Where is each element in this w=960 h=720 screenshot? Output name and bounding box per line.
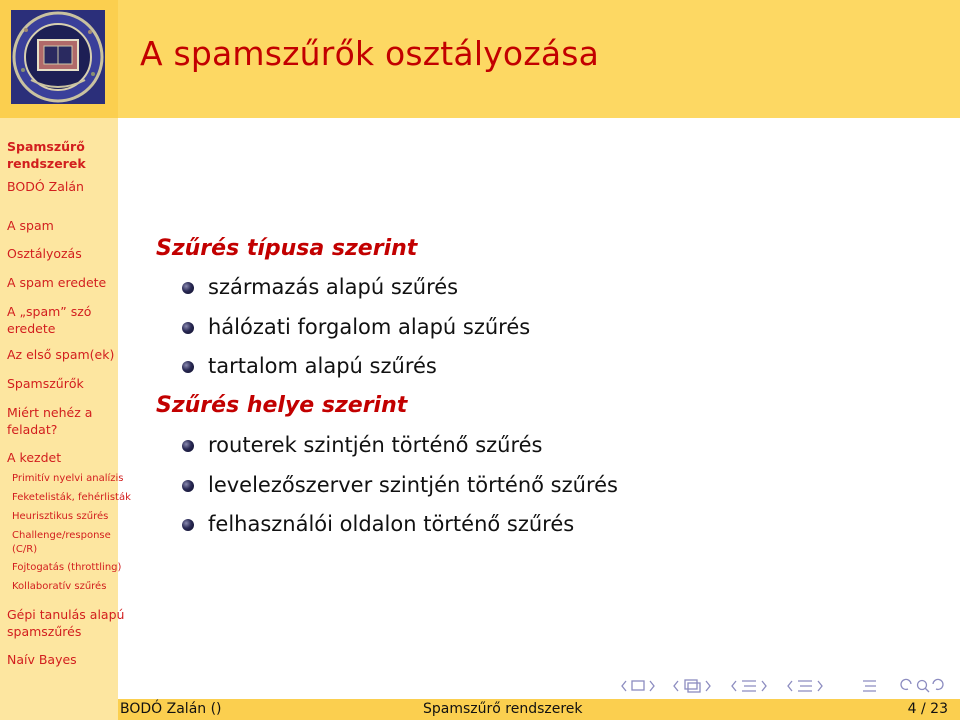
align-icon[interactable] [863,681,876,691]
sidebar-item-line: (C/R) [12,544,38,555]
sidebar-item-line: Miért nehéz a [7,405,93,420]
section-nav-icon[interactable] [732,681,766,691]
nav-symbols [620,676,950,696]
section-heading: Szűrés helye szerint [156,393,408,418]
sidebar-item-line: Challenge/response [12,530,111,541]
sidebar-item-spam-eredete[interactable]: A spam eredete [7,275,107,290]
bullet-icon [182,480,194,492]
sidebar-item-line: Gépi tanulás alapú [7,607,125,622]
sidebar-subitem-kollaborativ[interactable]: Kollaboratív szűrés [12,581,107,592]
list-item: hálózati forgalom alapú szűrés [208,315,531,339]
sidebar-item-line: spamszűrés [7,624,82,639]
section-heading: Szűrés típusa szerint [156,236,418,261]
list-item: tartalom alapú szűrés [208,354,437,378]
sidebar-subitem-heurisztikus[interactable]: Heurisztikus szűrés [12,511,109,522]
navigation-bar [620,676,950,696]
slide-content [118,118,960,678]
sidebar-item-elso-spam[interactable]: Az első spam(ek) [7,347,115,362]
sidebar-item-line: eredete [7,321,56,336]
sidebar-subitem-challenge[interactable] [12,529,111,557]
frame-nav-icon[interactable] [622,681,654,691]
sidebar-item-osztalyozas[interactable]: Osztályozás [7,246,82,261]
sidebar-item-miert-nehez[interactable] [7,404,92,438]
page-title: A spamszűrők osztályozása [140,34,600,73]
sidebar-subitem-feketelistak[interactable]: Feketelisták, fehérlisták [12,492,131,503]
list-item: felhasználói oldalon történő szűrés [208,512,575,536]
sidebar-subitem-fojtogatas[interactable]: Fojtogatás (throttling) [12,562,122,573]
title-bar [118,0,960,118]
subsection-nav-icon[interactable] [674,680,710,692]
sidebar-doc-title-line: Spamszűrő [7,139,85,154]
sidebar [0,118,131,720]
bullet-icon [182,519,194,531]
bullet-icon [182,440,194,452]
sidebar-item-spam[interactable]: A spam [7,218,54,233]
sidebar-item-line: A „spam” szó [7,304,92,319]
footer-author[interactable]: BODÓ Zalán () [120,701,222,717]
bullet-icon [182,282,194,294]
section-nav-icon[interactable] [788,681,822,691]
page-number: 4 / 23 [907,701,948,717]
sidebar-item-gepi-tanulas[interactable] [7,606,124,640]
sidebar-item-spamszurok[interactable]: Spamszűrők [7,376,84,391]
sidebar-doc-title-line: rendszerek [7,156,86,171]
university-seal-logo [11,10,105,104]
list-item: routerek szintjén történő szűrés [208,433,543,457]
bullet-icon [182,361,194,373]
sidebar-item-naiv-bayes[interactable]: Naív Bayes [7,652,77,667]
footer-title[interactable]: Spamszűrő rendszerek [423,701,583,717]
bullet-icon [182,322,194,334]
sidebar-item-spam-szo-eredete[interactable] [7,303,91,337]
footer-bar [118,699,960,720]
sidebar-author[interactable]: BODÓ Zalán [7,179,84,194]
list-item: levelezőszerver szintjén történő szűrés [208,473,618,497]
sidebar-item-line: feladat? [7,422,58,437]
search-icon[interactable] [901,679,943,692]
sidebar-doc-title[interactable] [7,138,86,172]
sidebar-item-a-kezdet[interactable]: A kezdet [7,450,62,465]
list-item: származás alapú szűrés [208,275,459,299]
sidebar-subitem-primitiv[interactable]: Primitív nyelvi analízis [12,473,124,484]
logo-area [0,0,118,118]
